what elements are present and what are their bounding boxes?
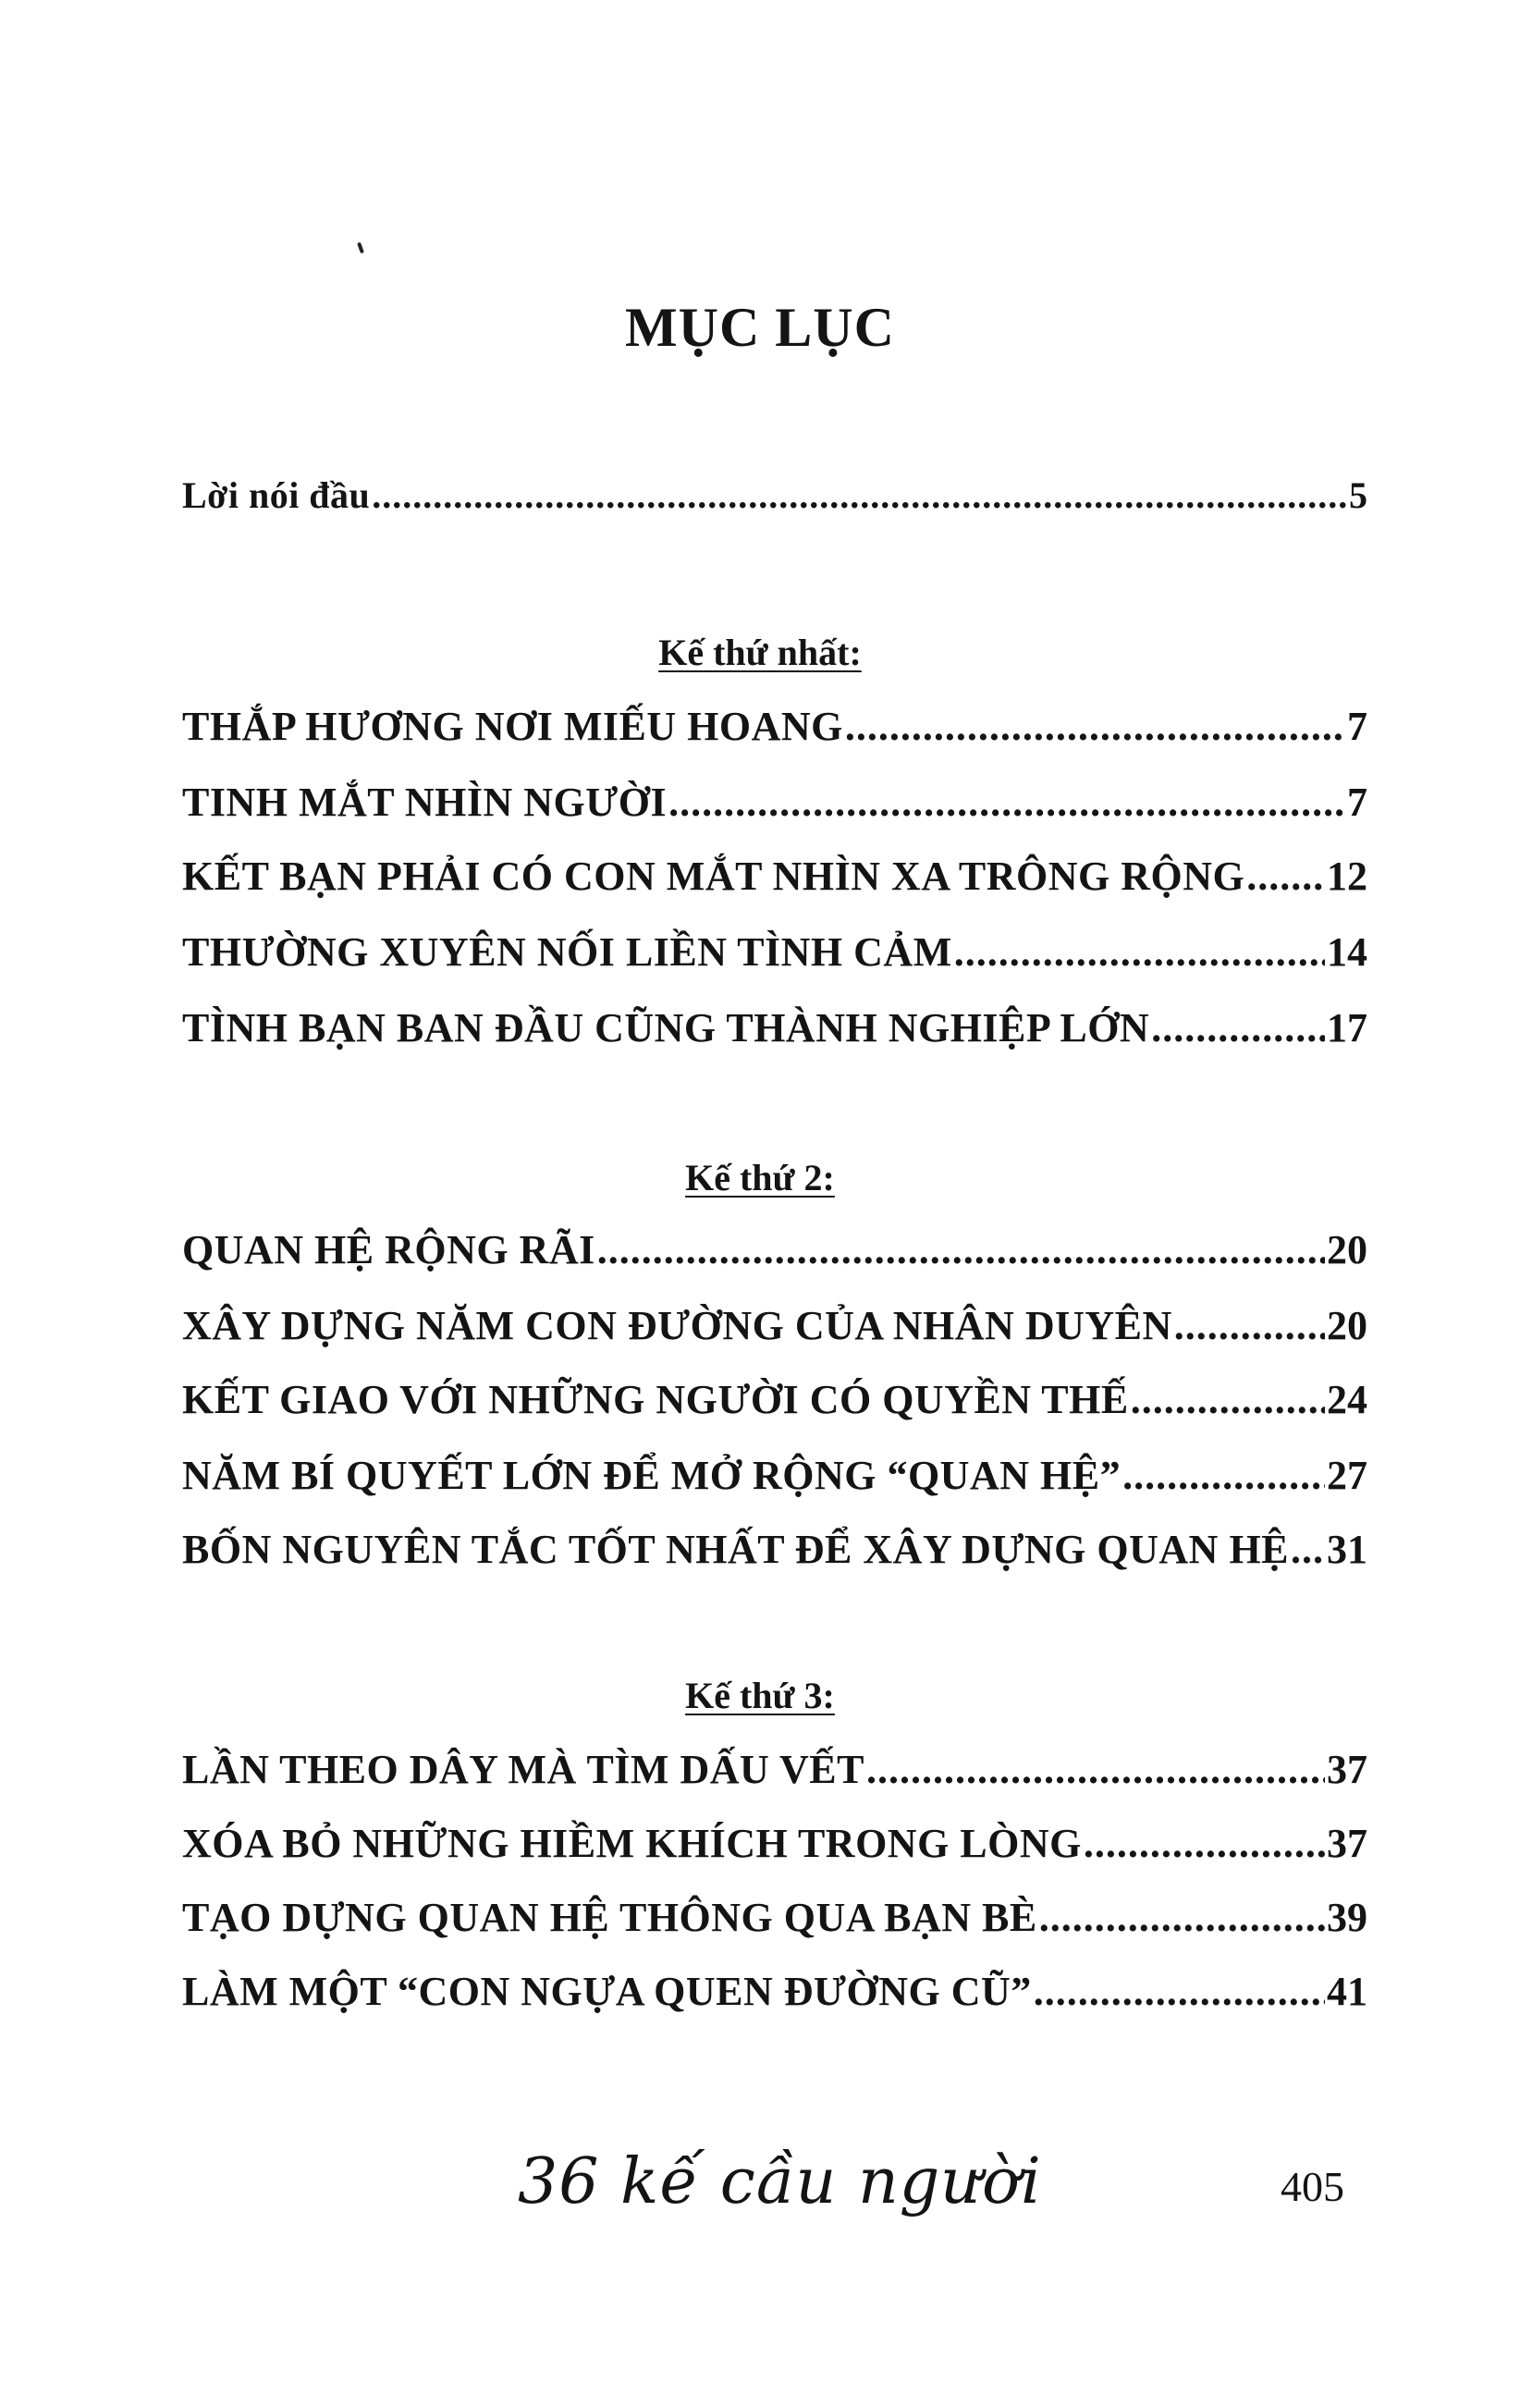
toc-entry-label: KẾT GIAO VỚI NHỮNG NGƯỜI CÓ QUYỀN THẾ [182, 1377, 1129, 1422]
dot-leader [866, 1742, 1325, 1798]
toc-entry-page: 37 [1327, 1747, 1367, 1792]
toc-entry-label: TẠO DỰNG QUAN HỆ THÔNG QUA BẠN BÈ [182, 1895, 1037, 1940]
stray-ink-mark [357, 242, 364, 254]
book-title-footer: 36 kế cầu người [518, 2145, 1042, 2218]
toc-entry-label: THẮP HƯƠNG NƠI MIẾU HOANG [182, 704, 843, 749]
toc-entry-label: QUAN HỆ RỘNG RÃI [182, 1227, 595, 1272]
toc-entry-intro [182, 468, 1367, 523]
dot-leader [1122, 1448, 1325, 1504]
toc-entry [182, 699, 1367, 755]
toc-entry [182, 1742, 1367, 1798]
toc-entry [182, 1964, 1367, 2020]
toc-entry-label: LẦN THEO DÂY MÀ TÌM DẤU VẾT [182, 1747, 864, 1792]
toc-entry-label: THƯỜNG XUYÊN NỐI LIỀN TÌNH CẢM [182, 929, 952, 975]
toc-entry [182, 925, 1367, 980]
dot-leader [954, 925, 1325, 980]
toc-entry-page: 7 [1347, 704, 1367, 749]
dot-leader [597, 1222, 1325, 1278]
toc-entry-page: 24 [1327, 1377, 1367, 1422]
toc-entry-page: 17 [1327, 1005, 1367, 1050]
dot-leader [1131, 1372, 1325, 1428]
toc-entry-label: BỐN NGUYÊN TẮC TỐT NHẤT ĐỂ XÂY DỰNG QUAN HỆ [182, 1527, 1290, 1572]
toc-entry-page: 14 [1327, 929, 1367, 975]
toc-entry [182, 1222, 1367, 1278]
dot-leader [1246, 849, 1325, 904]
toc-entry [182, 1816, 1367, 1872]
toc-entry [182, 1001, 1367, 1056]
dot-leader [1151, 1001, 1325, 1056]
toc-entry [182, 1448, 1367, 1504]
dot-leader [1039, 1890, 1325, 1946]
section-heading: Kế thứ nhất: [658, 632, 862, 673]
toc-entry-page: 5 [1349, 474, 1367, 516]
dot-leader [1034, 1964, 1325, 2020]
toc-entry-label: TINH MẮT NHÌN NGƯỜI [182, 780, 668, 825]
toc-entry [182, 775, 1367, 830]
section-heading: Kế thứ 2: [685, 1157, 835, 1198]
toc-entry-label: Lời nói đầu [182, 474, 371, 516]
toc-entry-label: TÌNH BẠN BAN ĐẦU CŨNG THÀNH NGHIỆP LỚN [182, 1005, 1150, 1050]
toc-entry [182, 1298, 1367, 1354]
toc-entry [182, 1372, 1367, 1428]
toc-entry [182, 849, 1367, 904]
toc-entry-page: 37 [1327, 1821, 1367, 1866]
section-heading: Kế thứ 3: [685, 1675, 835, 1716]
toc-entry [182, 1890, 1367, 1946]
toc-entry-page: 31 [1327, 1527, 1367, 1572]
toc-entry-page: 39 [1327, 1895, 1367, 1940]
dot-leader [372, 468, 1347, 523]
toc-entry-page: 7 [1347, 780, 1367, 825]
toc-entry-page: 27 [1327, 1453, 1367, 1498]
page-title: MỤC LỤC [625, 297, 895, 358]
dot-leader [845, 699, 1345, 755]
toc-entry-page: 20 [1327, 1227, 1367, 1272]
toc-entry-label: KẾT BẠN PHẢI CÓ CON MẮT NHÌN XA TRÔNG RỘNG [182, 854, 1245, 899]
dot-leader [668, 775, 1345, 830]
toc-entry-label: XÂY DỰNG NĂM CON ĐƯỜNG CỦA NHÂN DUYÊN [182, 1303, 1172, 1348]
dot-leader [1291, 1522, 1325, 1578]
toc-entry-label: LÀM MỘT “CON NGỰA QUEN ĐƯỜNG CŨ” [182, 1969, 1032, 2014]
toc-entry-page: 12 [1327, 854, 1367, 899]
dot-leader [1174, 1298, 1325, 1354]
dot-leader [1084, 1816, 1325, 1872]
toc-entry-page: 20 [1327, 1303, 1367, 1348]
toc-entry-page: 41 [1327, 1969, 1367, 2014]
page-number: 405 [1281, 2163, 1344, 2210]
toc-entry-label: XÓA BỎ NHỮNG HIỀM KHÍCH TRONG LÒNG [182, 1821, 1082, 1866]
toc-entry [182, 1522, 1367, 1578]
toc-entry-label: NĂM BÍ QUYẾT LỚN ĐỂ MỞ RỘNG “QUAN HỆ” [182, 1453, 1122, 1498]
